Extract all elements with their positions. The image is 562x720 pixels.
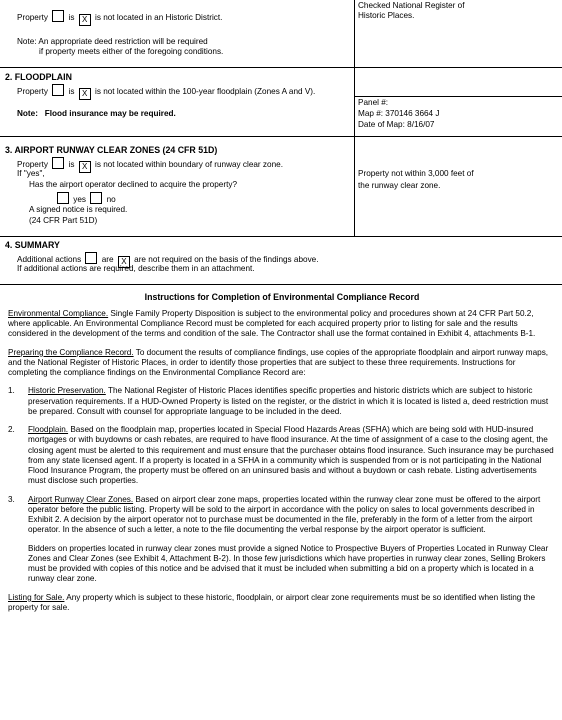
section-divider xyxy=(0,67,562,68)
airport-no-checkbox[interactable] xyxy=(90,192,102,204)
floodplain-is-not-text: is not located within the 100-year floodplain (Zones A and V). xyxy=(95,87,316,96)
historic-is-checkbox[interactable] xyxy=(52,10,64,22)
historic-right-1: Checked National Register of xyxy=(358,1,465,10)
environmental-compliance-text: Single Family Property Disposition is subject to the environmental policy and procedures shown at 24 CFR Part 50.2, where applicable. An Environmental Compliance Record must be completed for each acquired property prior to listing for sale and the results considered in the development of the terms and condition of the sale. The Contractor shall use the format contained in Exhibit 4, attachments B-1. xyxy=(8,308,536,339)
historic-preservation-heading: Historic Preservation. xyxy=(28,386,106,396)
column-divider xyxy=(354,0,355,236)
listing-for-sale-heading: Listing for Sale. xyxy=(8,592,65,602)
floodplain-note xyxy=(17,109,176,119)
section-divider xyxy=(0,236,562,237)
floodplain-note-label: Note: xyxy=(17,109,38,118)
summary-additional-label: Additional actions xyxy=(17,255,82,264)
airport-is-not-checkbox[interactable]: X xyxy=(79,161,91,173)
airport-question: Has the airport operator declined to acquire the property? xyxy=(29,180,237,189)
airport-signed-notice: A signed notice is required. xyxy=(29,205,128,214)
preparing-record-text: To document the results of compliance findings, use copies of the appropriate floodplain and airport runway maps, and the National Register of Historic Places, in order to identify those properties that are subject to these three requirements. Instructions for completing the compliance findings on the Environmental Compliance Record are: xyxy=(8,347,549,378)
summary-title: 4. SUMMARY xyxy=(5,240,60,250)
instructions xyxy=(8,292,556,621)
floodplain-heading: Floodplain. xyxy=(28,425,69,435)
airport-no-label: no xyxy=(106,195,116,204)
historic-property-label: Property xyxy=(17,13,48,22)
floodplain-property-label: Property xyxy=(17,87,48,96)
summary-are-label: are xyxy=(101,255,114,264)
floodplain-property-line xyxy=(17,84,315,100)
compliance-form xyxy=(0,0,562,285)
preparing-record-paragraph xyxy=(8,348,556,379)
instructions-title: Instructions for Completion of Environmental Compliance Record xyxy=(144,292,420,302)
airport-property-label: Property xyxy=(17,160,48,169)
bidders-paragraph: Bidders on properties located in runway clear zones must provide a signed Notice to Prospective Buyers of Properties Located in Runway Clear Zones and Clear Zones (see Exhibit 4, Attachment B-2). In those few jurisdictions which have properties in runway clear zones, Selling Brokers must be provided with copies of this notice and be advised that it must be included when submitting a bid on a property which is located in a runway clear zone. xyxy=(28,543,549,584)
item-number: 1. xyxy=(8,386,15,396)
floodplain-item xyxy=(8,425,556,487)
section-divider xyxy=(0,136,562,137)
airport-if-yes: If "yes", xyxy=(17,169,45,178)
floodplain-title: 2. FLOODPLAIN xyxy=(5,72,72,82)
environmental-compliance-heading: Environmental Compliance. xyxy=(8,308,109,318)
environmental-compliance-paragraph xyxy=(8,309,556,340)
airport-cfr: (24 CFR Part 51D) xyxy=(29,216,98,225)
airport-clear-zones-text: Based on airport clear zone maps, properties located within the runway clear zone must be offered to the airport operator before the public listing. Property will be sold to the airport in accordance with the policy on sales to local governments described in Exhibit 2. A decision by the airport operator not to purchase must be documented in the file, preferably in the form of a letter from the airport operator. In the absence of such a letter, a note to the file documenting the verbal response by the airport operator is sufficient. xyxy=(28,494,541,535)
historic-property-line xyxy=(17,10,222,26)
historic-preservation-item xyxy=(8,386,556,417)
airport-title: 3. AIRPORT RUNWAY CLEAR ZONES (24 CFR 51D) xyxy=(5,145,218,155)
panel-number: Panel #: xyxy=(358,98,389,107)
floodplain-is-not-checkbox[interactable]: X xyxy=(79,88,91,100)
summary-are-not-text: are not required on the basis of the findings above. xyxy=(134,255,319,264)
historic-note-1: Note: An appropriate deed restriction will be required xyxy=(17,37,208,46)
historic-right-2: Historic Places. xyxy=(358,11,415,20)
airport-clear-zones-heading: Airport Runway Clear Zones. xyxy=(28,494,134,504)
historic-is-not-text: is not located in an Historic District. xyxy=(95,13,223,22)
item-number: 2. xyxy=(8,425,15,435)
airport-yes-label: yes xyxy=(73,195,87,204)
airport-right-1: Property not within 3,000 feet of xyxy=(358,169,474,178)
floodplain-is-checkbox[interactable] xyxy=(52,84,64,96)
airport-is-label: is xyxy=(68,160,75,169)
historic-preservation-text: The National Register of Historic Places identifies specific properties and historic districts which are subject to historic preservation requirements. If a HUD-Owned Property is listed on the register, or the district in which it is located is listed a, deed restriction must be prepared. Consult with counsel for appropriate language to be included in the deed. xyxy=(28,386,549,416)
historic-is-not-checkbox[interactable]: X xyxy=(79,14,91,26)
airport-yes-no xyxy=(55,192,116,205)
floodplain-text: Based on the floodplain map, properties located in Special Flood Hazards Areas (SFHA) which are being sold with HUD-insured mortgages or with buydowns or cash rebates, are required to have flood insurance. At the time of assignment of a case to the closing agent, the closing agent must be alerted to this requirement and must ensure that the purchaser obtains flood insurance. Such insurance may be purchased from any state licensed agent. If a property is located in a SFHA in a community which is suspended from or is not participating in the National Flood Insurance Program, the property must be offered on an uninsured basis and without a buydown or cash rebate. Listing advertisements must disclose such properties. xyxy=(28,425,554,486)
airport-is-not-text: is not located within boundary of runway clear zone. xyxy=(95,160,283,169)
listing-for-sale-text: Any property which is subject to these historic, floodplain, or airport clear zone requirements must be so identified when listing the property for sale. xyxy=(8,592,536,612)
floodplain-is-label: is xyxy=(68,87,75,96)
map-number: Map #: 370146 3664 J xyxy=(358,109,440,118)
listing-for-sale-paragraph xyxy=(8,593,556,614)
airport-is-checkbox[interactable] xyxy=(52,157,64,169)
floodplain-note-text: Flood insurance may be required. xyxy=(44,109,176,118)
airport-right-2: the runway clear zone. xyxy=(358,181,441,190)
airport-yes-checkbox[interactable] xyxy=(57,192,69,204)
summary-are-checkbox[interactable] xyxy=(85,252,97,264)
preparing-record-heading: Preparing the Compliance Record. xyxy=(8,347,134,357)
item-number: 3. xyxy=(8,494,15,504)
form-bottom-border xyxy=(0,284,562,285)
summary-line-2: If additional actions are required, describe them in an attachment. xyxy=(17,264,255,273)
airport-property-line xyxy=(17,157,283,173)
historic-note-2: if property meets either of the foregoing conditions. xyxy=(39,47,224,56)
map-date: Date of Map: 8/16/07 xyxy=(358,120,435,129)
map-info-divider xyxy=(354,96,562,97)
historic-is-label: is xyxy=(68,13,75,22)
airport-clear-zones-item xyxy=(8,495,556,536)
summary-are-not-checkbox[interactable]: X xyxy=(118,256,130,268)
